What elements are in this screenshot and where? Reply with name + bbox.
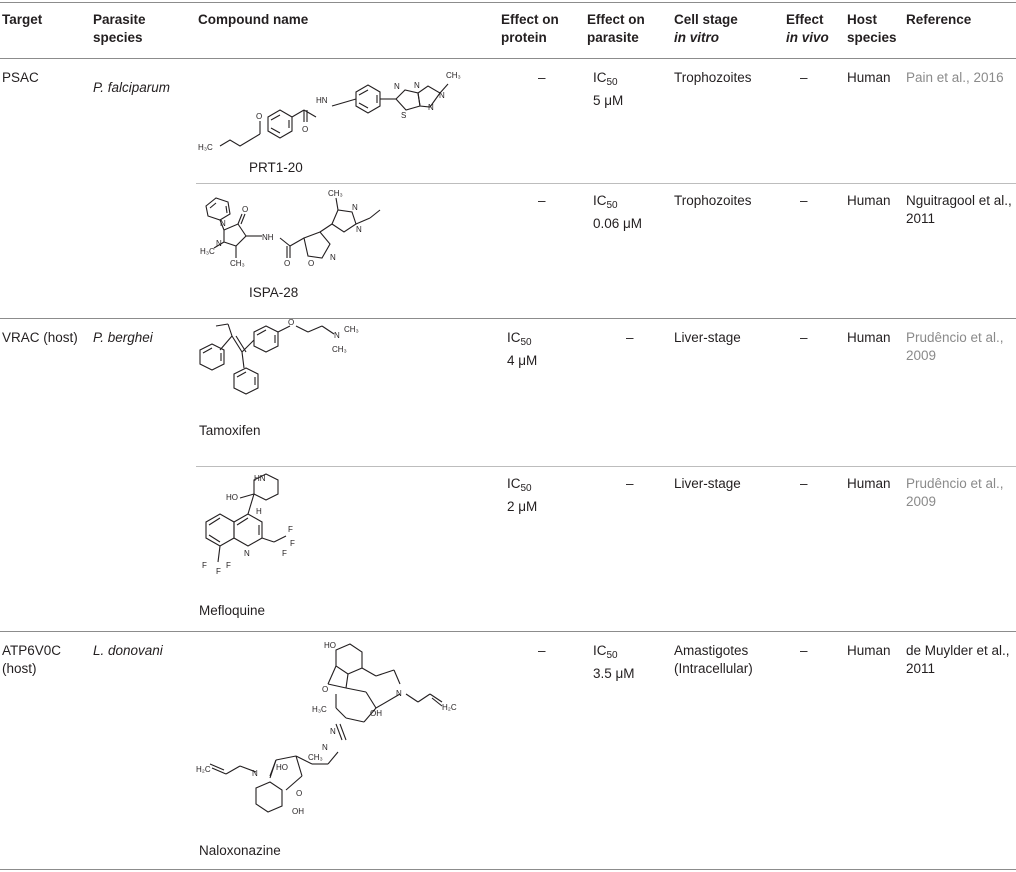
header-cell-stage-main: Cell stage	[674, 12, 738, 27]
row-ispa-in-vivo: –	[800, 193, 808, 208]
section-divider	[0, 631, 1016, 632]
row-ispa-reference: Nguitragool et al., 2011	[906, 193, 1012, 226]
row-ispa-cell-stage: Trophozoites	[674, 193, 752, 208]
atom-label: O	[322, 685, 329, 694]
atom-label: N	[356, 225, 362, 234]
atom-label: N	[322, 743, 328, 752]
atom-label: O	[302, 125, 309, 134]
atom-label: OH	[370, 709, 382, 718]
ic50-label: $IC_{50}$	[507, 476, 532, 494]
atom-label: H	[256, 507, 262, 516]
compound-name-ispa-28: ISPA-28	[249, 285, 299, 300]
row-vrac-in-vivo: –	[800, 330, 808, 345]
atom-label: O	[284, 259, 291, 268]
header-effect-on-protein: Effect on protein	[501, 12, 559, 45]
row-vrac-effect-protein	[507, 329, 537, 370]
atom-label: N	[252, 769, 258, 778]
ic50-value: 0.06 μM	[593, 216, 643, 231]
row-psac-effect-parasite	[593, 69, 623, 110]
row-meflo-reference: Prudêncio et al., 2009	[906, 476, 1004, 509]
ic50-value: 5 μM	[593, 93, 624, 108]
row-divider	[196, 183, 1016, 184]
atom-label: F	[282, 549, 287, 558]
row-meflo-host: Human	[847, 476, 891, 491]
row-vrac-target: VRAC (host)	[2, 330, 78, 345]
compound-name-mefloquine: Mefloquine	[199, 603, 266, 618]
row-atp-parasite: L. donovani	[93, 643, 163, 658]
atom-label: F	[226, 561, 231, 570]
atom-label: HN	[316, 96, 328, 105]
row-vrac-cell-stage: Liver-stage	[674, 330, 741, 345]
atom-label: N	[334, 331, 340, 340]
header-effect-sub: in vivo	[786, 30, 829, 45]
compound-name-tamoxifen: Tamoxifen	[199, 423, 261, 438]
atom-label: O	[288, 318, 295, 327]
mefloquine-structure	[196, 468, 316, 598]
header-cell-stage	[674, 11, 738, 47]
compound-name-naloxonazine: Naloxonazine	[199, 843, 281, 858]
atom-label: N	[330, 727, 336, 736]
ic50-label: $IC_{50}$	[593, 643, 618, 661]
atom-label: N	[414, 81, 420, 90]
atom-label: O	[256, 112, 263, 121]
atom-label: N	[439, 91, 445, 100]
atom-label: CH₃	[446, 71, 461, 80]
header-parasite-species: Parasite species	[93, 12, 146, 45]
atom-label: HO	[276, 763, 288, 772]
atom-label: N	[396, 689, 402, 698]
header-cell-stage-sub: in vitro	[674, 30, 720, 45]
row-psac-target: PSAC	[2, 70, 39, 85]
row-vrac-reference: Prudêncio et al., 2009	[906, 330, 1004, 363]
atom-label: O	[242, 205, 249, 214]
header-effect-main: Effect	[786, 12, 824, 27]
naloxonazine-structure	[196, 636, 486, 836]
atom-label: CH₃	[308, 753, 323, 762]
ic50-value: 2 μM	[507, 499, 538, 514]
row-psac-cell-stage: Trophozoites	[674, 70, 752, 85]
atom-label: HN	[254, 474, 266, 483]
header-effect-on-parasite: Effect on parasite	[587, 12, 645, 45]
row-vrac-effect-parasite: –	[626, 330, 634, 345]
header-target: Target	[2, 12, 43, 27]
row-atp-effect-parasite	[593, 642, 635, 683]
atom-label: N	[330, 253, 336, 262]
row-atp-reference: de Muylder et al., 2011	[906, 643, 1010, 676]
atom-label: N	[244, 549, 250, 558]
prt1-20-structure	[196, 62, 496, 158]
header-compound-name: Compound name	[198, 12, 309, 27]
atom-label: N	[428, 103, 434, 112]
row-psac-parasite: P. falciparum	[93, 80, 171, 95]
ic50-label: $IC_{50}$	[593, 70, 618, 88]
header-reference: Reference	[906, 12, 972, 27]
atom-label: CH₃	[344, 325, 359, 334]
row-psac-in-vivo: –	[800, 70, 808, 85]
atom-label: F	[216, 567, 221, 576]
row-atp-cell-stage: Amastigotes (Intracellular)	[674, 643, 753, 676]
atom-label: N	[394, 82, 400, 91]
row-meflo-cell-stage: Liver-stage	[674, 476, 741, 491]
atom-label: H₃C	[200, 247, 215, 256]
atom-label: HO	[226, 493, 238, 502]
table-top-border	[0, 2, 1016, 3]
atom-label: N	[352, 203, 358, 212]
atom-label: N	[220, 219, 226, 228]
atom-label: F	[290, 539, 295, 548]
row-ispa-effect-parasite	[593, 192, 642, 233]
row-atp-in-vivo: –	[800, 643, 808, 658]
row-meflo-in-vivo: –	[800, 476, 808, 491]
ic50-label: $IC_{50}$	[593, 193, 618, 211]
row-vrac-host: Human	[847, 330, 891, 345]
header-effect-in-vivo	[786, 11, 829, 47]
tamoxifen-structure	[196, 320, 376, 420]
row-divider	[196, 466, 1016, 467]
atom-label: F	[202, 561, 207, 570]
row-vrac-parasite: P. berghei	[93, 330, 153, 345]
atom-label: N	[216, 239, 222, 248]
atom-label: O	[296, 789, 303, 798]
row-psac-effect-protein: –	[538, 70, 546, 85]
atom-label: CH₃	[328, 189, 343, 198]
compound-name-prt1-20: PRT1-20	[249, 160, 303, 175]
ic50-value: 3.5 μM	[593, 666, 635, 681]
ispa-28-structure	[196, 188, 426, 276]
atom-label: HO	[324, 641, 336, 650]
atom-label: S	[401, 111, 407, 120]
atom-label: NH	[262, 233, 274, 242]
ic50-value: 4 μM	[507, 353, 538, 368]
row-atp-effect-protein: –	[538, 643, 546, 658]
atom-label: H₃C	[312, 705, 327, 714]
atom-label: H₂C	[442, 703, 457, 712]
atom-label: CH₃	[332, 345, 347, 354]
row-meflo-effect-parasite: –	[626, 476, 634, 491]
atom-label: CH₃	[230, 259, 245, 268]
row-psac-reference: Pain et al., 2016	[906, 70, 1004, 85]
atom-label: O	[308, 259, 315, 268]
atom-label: H₃C	[198, 143, 213, 152]
row-meflo-effect-protein	[507, 475, 537, 516]
atom-label: F	[288, 525, 293, 534]
header-host-species: Host species	[847, 12, 897, 45]
section-divider	[0, 318, 1016, 319]
header-bottom-border	[0, 58, 1016, 59]
row-ispa-effect-protein: –	[538, 193, 546, 208]
row-psac-host: Human	[847, 70, 891, 85]
table-bottom-border	[0, 869, 1016, 870]
row-ispa-host: Human	[847, 193, 891, 208]
atom-label: H₂C	[196, 765, 211, 774]
atom-label: OH	[292, 807, 304, 816]
row-atp-target: ATP6V0C (host)	[2, 643, 62, 676]
row-atp-host: Human	[847, 643, 891, 658]
ic50-label: $IC_{50}$	[507, 330, 532, 348]
